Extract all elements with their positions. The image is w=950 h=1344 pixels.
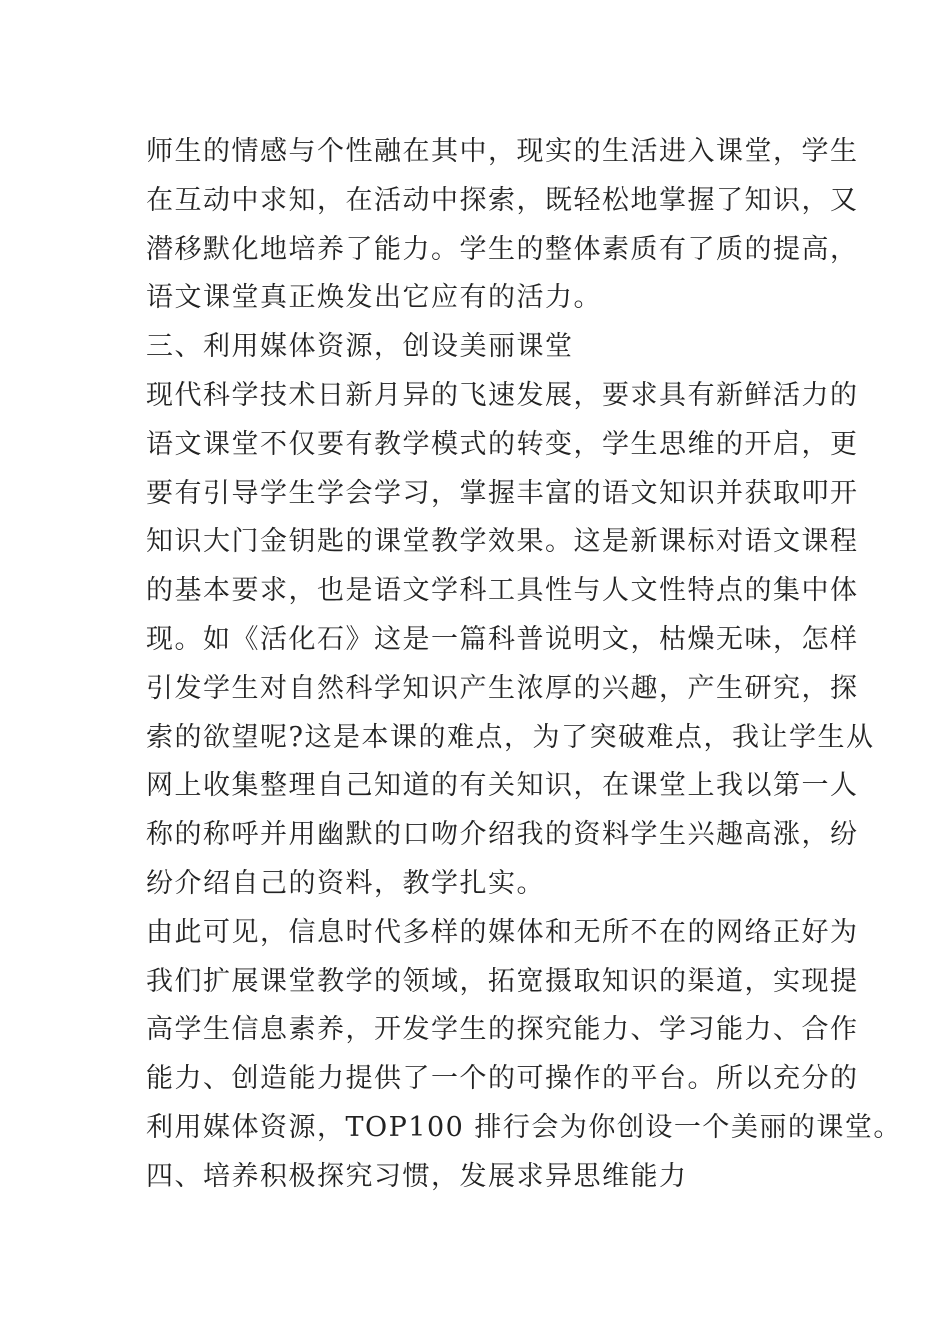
text-line: 师生的情感与个性融在其中，现实的生活进入课堂，学生 (146, 136, 859, 167)
text-line: 我们扩展课堂教学的领域，拓宽摄取知识的渠道，实现提 (146, 965, 859, 997)
text-line: 在互动中求知，在活动中探索，既轻松地掌握了知识，又 (146, 184, 859, 216)
text-line: 现代科学技术日新月异的飞速发展，要求具有新鲜活力的 (146, 379, 859, 411)
document-body (146, 128, 902, 1202)
section-heading: 三、利用媒体资源，创设美丽课堂 (146, 331, 574, 363)
text-line: 利用媒体资源，TOP100 排行会为你创设一个美丽的课堂。 (146, 1111, 902, 1143)
text-line: 的基本要求，也是语文学科工具性与人文性特点的集中体 (146, 575, 859, 607)
text-line: 语文课堂真正焕发出它应有的活力。 (146, 282, 602, 314)
text-line: 潜移默化地培养了能力。学生的整体素质有了质的提高， (146, 233, 859, 265)
paragraph (146, 372, 875, 909)
text-line: 语文课堂不仅要有教学模式的转变，学生思维的开启，更 (146, 428, 859, 460)
text-line: 由此可见，信息时代多样的媒体和无所不在的网络正好为 (146, 916, 859, 948)
text-line: 现。如《活化石》这是一篇科普说明文，枯燥无味，怎样 (146, 623, 859, 655)
text-line: 纷介绍自己的资料，教学扎实。 (146, 867, 545, 899)
text-line: 知识大门金钥匙的课堂教学效果。这是新课标对语文课程 (146, 526, 859, 558)
text-line: 网上收集整理自己知道的有关知识，在课堂上我以第一人 (146, 770, 859, 802)
text-line: 要有引导学生学会学习，掌握丰富的语文知识并获取叩开 (146, 477, 859, 509)
text-line: 引发学生对自然科学知识产生浓厚的兴趣，产生研究，探 (146, 672, 859, 704)
section-heading: 四、培养积极探究习惯，发展求异思维能力 (146, 1160, 688, 1192)
text-line: 高学生信息素养，开发学生的探究能力、学习能力、合作 (146, 1014, 859, 1046)
text-line: 索的欲望呢?这是本课的难点，为了突破难点，我让学生从 (146, 721, 875, 753)
text-line: 能力、创造能力提供了一个的可操作的平台。所以充分的 (146, 1063, 859, 1095)
paragraph (146, 909, 902, 1153)
paragraph (146, 128, 859, 323)
text-line: 称的称呼并用幽默的口吻介绍我的资料学生兴趣高涨，纷 (146, 819, 859, 851)
